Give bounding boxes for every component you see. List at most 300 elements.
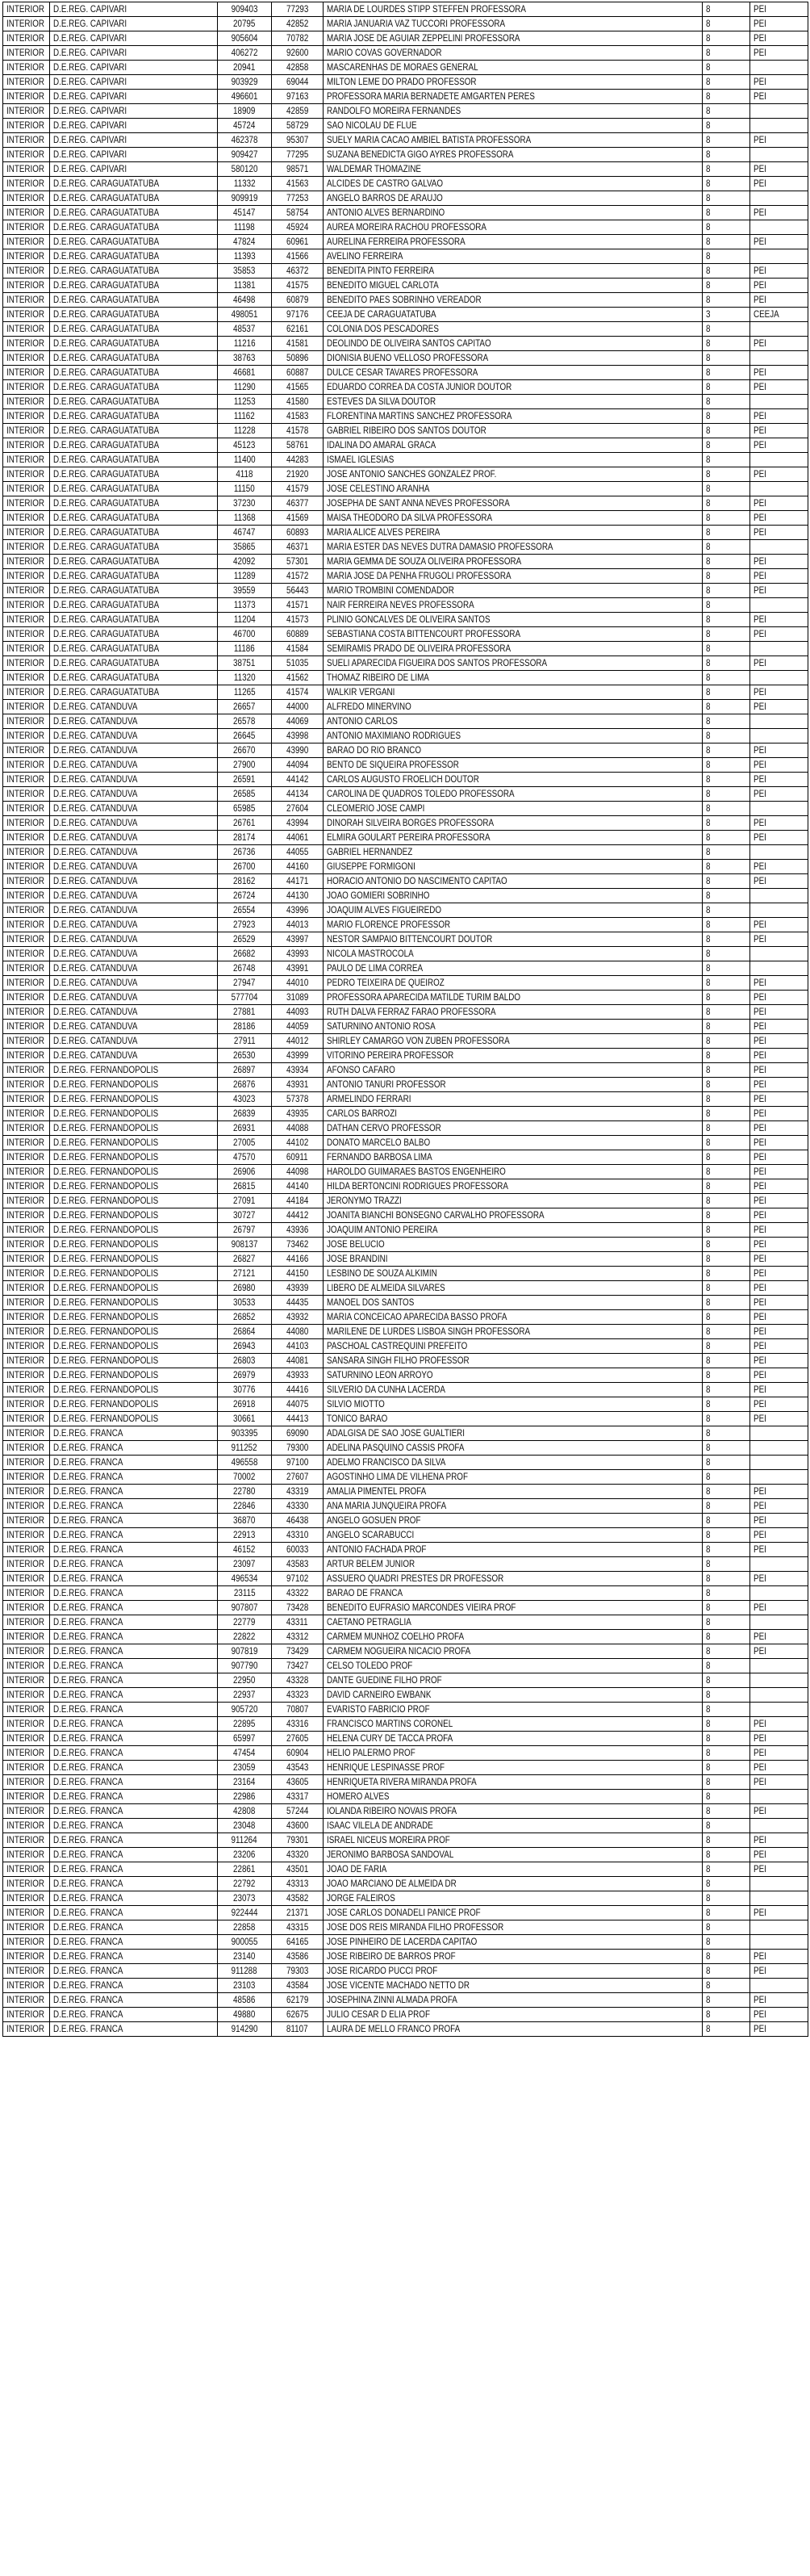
table-row (3, 1208, 808, 1223)
school-name-cell: ANTONIO CARLOS (324, 714, 703, 729)
directorate-cell: D.E.REG. CATANDUVA (50, 874, 218, 889)
program-cell (750, 1877, 808, 1891)
level-cell: 8 (703, 1426, 750, 1441)
program-cell: PEI (750, 1833, 808, 1848)
program-cell: PEI (750, 1296, 808, 1310)
region-cell: INTERIOR (3, 133, 50, 148)
code-a-cell: 26943 (218, 1339, 272, 1354)
level-cell: 8 (703, 148, 750, 162)
level-cell: 8 (703, 75, 750, 90)
directorate-cell: D.E.REG. FRANCA (50, 1819, 218, 1833)
level-cell: 8 (703, 1615, 750, 1630)
directorate-cell: D.E.REG. FRANCA (50, 1586, 218, 1601)
region-cell: INTERIOR (3, 1296, 50, 1310)
program-cell: PEI (750, 1223, 808, 1238)
directorate-cell: D.E.REG. FRANCA (50, 1862, 218, 1877)
level-cell: 8 (703, 991, 750, 1005)
school-name-cell: BENEDITO EUFRASIO MARCONDES VIEIRA PROF (324, 1601, 703, 1615)
school-name-cell: CARLOS BARROZI (324, 1107, 703, 1121)
school-name-cell: MANOEL DOS SANTOS (324, 1296, 703, 1310)
code-b-cell: 60889 (272, 627, 324, 642)
table-row (3, 1499, 808, 1514)
region-cell: INTERIOR (3, 540, 50, 555)
school-name-cell: BARAO DE FRANCA (324, 1586, 703, 1601)
school-name-cell: JORGE FALEIROS (324, 1891, 703, 1906)
code-a-cell: 45724 (218, 119, 272, 133)
directorate-cell: D.E.REG. FRANCA (50, 1470, 218, 1485)
program-cell: PEI (750, 1514, 808, 1528)
school-name-cell: ALCIDES DE CASTRO GALVAO (324, 177, 703, 191)
code-b-cell: 44102 (272, 1136, 324, 1150)
region-cell: INTERIOR (3, 424, 50, 438)
directorate-cell: D.E.REG. FERNANDOPOLIS (50, 1325, 218, 1339)
code-b-cell: 43933 (272, 1368, 324, 1383)
program-cell (750, 453, 808, 467)
program-cell: PEI (750, 75, 808, 90)
school-name-cell: HENRIQUE LESPINASSE PROF (324, 1761, 703, 1775)
level-cell: 8 (703, 1877, 750, 1891)
region-cell: INTERIOR (3, 1993, 50, 2008)
level-cell: 8 (703, 61, 750, 75)
region-cell: INTERIOR (3, 31, 50, 46)
program-cell: PEI (750, 1150, 808, 1165)
region-cell: INTERIOR (3, 1136, 50, 1150)
code-b-cell: 43501 (272, 1862, 324, 1877)
school-name-cell: JOSE RIBEIRO DE BARROS PROF (324, 1950, 703, 1964)
table-row (3, 1862, 808, 1877)
school-name-cell: JOSE CELESTINO ARANHA (324, 482, 703, 496)
school-name-cell: SANSARA SINGH FILHO PROFESSOR (324, 1354, 703, 1368)
code-b-cell: 43931 (272, 1078, 324, 1092)
code-b-cell: 44055 (272, 845, 324, 860)
code-b-cell: 60893 (272, 526, 324, 540)
region-cell: INTERIOR (3, 1150, 50, 1165)
table-row (3, 976, 808, 991)
table-row (3, 1819, 808, 1833)
school-name-cell: JOAQUIM ANTONIO PEREIRA (324, 1223, 703, 1238)
region-cell: INTERIOR (3, 90, 50, 104)
school-name-cell: TONICO BARAO (324, 1412, 703, 1426)
directorate-cell: D.E.REG. CAPIVARI (50, 31, 218, 46)
directorate-cell: D.E.REG. FRANCA (50, 1456, 218, 1470)
region-cell: INTERIOR (3, 366, 50, 380)
code-b-cell: 44098 (272, 1165, 324, 1179)
school-name-cell: GABRIEL RIBEIRO DOS SANTOS DOUTOR (324, 424, 703, 438)
school-name-cell: AVELINO FERREIRA (324, 249, 703, 264)
program-cell (750, 322, 808, 337)
directorate-cell: D.E.REG. FERNANDOPOLIS (50, 1368, 218, 1383)
school-name-cell: BENEDITO PAES SOBRINHO VEREADOR (324, 293, 703, 308)
table-row (3, 75, 808, 90)
region-cell: INTERIOR (3, 1862, 50, 1877)
school-name-cell: HENRIQUETA RIVERA MIRANDA PROFA (324, 1775, 703, 1790)
program-cell: PEI (750, 743, 808, 758)
school-name-cell: JOSEPHINA ZINNI ALMADA PROFA (324, 1993, 703, 2008)
level-cell: 8 (703, 1688, 750, 1703)
level-cell: 8 (703, 177, 750, 191)
directorate-cell: D.E.REG. FRANCA (50, 1543, 218, 1557)
program-cell: PEI (750, 496, 808, 511)
code-b-cell: 97163 (272, 90, 324, 104)
code-a-cell: 22846 (218, 1499, 272, 1514)
directorate-cell: D.E.REG. CARAGUATATUBA (50, 482, 218, 496)
table-row (3, 613, 808, 627)
school-name-cell: CAETANO PETRAGLIA (324, 1615, 703, 1630)
school-name-cell: MARIA JOSE DE AGUIAR ZEPPELINI PROFESSORA (324, 31, 703, 46)
program-cell: PEI (750, 235, 808, 249)
directorate-cell: D.E.REG. CARAGUATATUBA (50, 569, 218, 584)
school-name-cell: DANTE GUEDINE FILHO PROF (324, 1673, 703, 1688)
code-a-cell: 23073 (218, 1891, 272, 1906)
table-row (3, 191, 808, 206)
level-cell: 8 (703, 743, 750, 758)
level-cell: 8 (703, 1397, 750, 1412)
level-cell: 8 (703, 1732, 750, 1746)
directorate-cell: D.E.REG. FRANCA (50, 1775, 218, 1790)
code-b-cell: 43932 (272, 1310, 324, 1325)
school-name-cell: ANTONIO FACHADA PROF (324, 1543, 703, 1557)
code-a-cell: 46152 (218, 1543, 272, 1557)
school-name-cell: JOSE RICARDO PUCCI PROF (324, 1964, 703, 1979)
code-b-cell: 60879 (272, 293, 324, 308)
code-a-cell: 26897 (218, 1063, 272, 1078)
level-cell: 8 (703, 1165, 750, 1179)
code-b-cell: 57301 (272, 555, 324, 569)
school-name-cell: PLINIO GONCALVES DE OLIVEIRA SANTOS (324, 613, 703, 627)
code-a-cell: 26979 (218, 1368, 272, 1383)
level-cell: 8 (703, 496, 750, 511)
program-cell (750, 482, 808, 496)
school-name-cell: PASCHOAL CASTREQUINI PREFEITO (324, 1339, 703, 1354)
region-cell: INTERIOR (3, 1630, 50, 1644)
table-row (3, 1790, 808, 1804)
directorate-cell: D.E.REG. FRANCA (50, 1601, 218, 1615)
level-cell: 8 (703, 1078, 750, 1092)
code-a-cell: 22986 (218, 1790, 272, 1804)
region-cell: INTERIOR (3, 1790, 50, 1804)
directorate-cell: D.E.REG. CATANDUVA (50, 889, 218, 903)
program-cell: PEI (750, 1717, 808, 1732)
code-a-cell: 11393 (218, 249, 272, 264)
program-cell (750, 1426, 808, 1441)
table-row (3, 1615, 808, 1630)
directorate-cell: D.E.REG. CATANDUVA (50, 816, 218, 831)
region-cell: INTERIOR (3, 555, 50, 569)
code-a-cell: 23164 (218, 1775, 272, 1790)
code-b-cell: 44134 (272, 787, 324, 802)
code-b-cell: 44283 (272, 453, 324, 467)
level-cell: 8 (703, 947, 750, 961)
program-cell (750, 802, 808, 816)
code-a-cell: 26827 (218, 1252, 272, 1267)
code-a-cell: 26529 (218, 932, 272, 947)
level-cell: 8 (703, 1092, 750, 1107)
table-row (3, 1804, 808, 1819)
level-cell: 8 (703, 1833, 750, 1848)
region-cell: INTERIOR (3, 976, 50, 991)
directorate-cell: D.E.REG. FRANCA (50, 1935, 218, 1950)
directorate-cell: D.E.REG. CARAGUATATUBA (50, 409, 218, 424)
level-cell: 8 (703, 1804, 750, 1819)
table-row (3, 162, 808, 177)
school-name-cell: ARTUR BELEM JUNIOR (324, 1557, 703, 1572)
level-cell: 8 (703, 46, 750, 61)
region-cell: INTERIOR (3, 729, 50, 743)
table-row (3, 1092, 808, 1107)
code-a-cell: 11253 (218, 395, 272, 409)
directorate-cell: D.E.REG. CARAGUATATUBA (50, 220, 218, 235)
code-b-cell: 58754 (272, 206, 324, 220)
level-cell: 8 (703, 1049, 750, 1063)
code-a-cell: 23206 (218, 1848, 272, 1862)
level-cell: 8 (703, 1412, 750, 1426)
code-a-cell: 27881 (218, 1005, 272, 1020)
table-row (3, 293, 808, 308)
level-cell: 8 (703, 1238, 750, 1252)
code-a-cell: 28186 (218, 1020, 272, 1034)
level-cell: 8 (703, 206, 750, 220)
directorate-cell: D.E.REG. CAPIVARI (50, 104, 218, 119)
program-cell (750, 1688, 808, 1703)
school-name-cell: WALKIR VERGANI (324, 685, 703, 700)
program-cell: PEI (750, 1383, 808, 1397)
level-cell: 8 (703, 1862, 750, 1877)
level-cell: 8 (703, 1819, 750, 1833)
school-name-cell: AURELINA FERREIRA PROFESSORA (324, 235, 703, 249)
code-b-cell: 44093 (272, 1005, 324, 1020)
code-a-cell: 26803 (218, 1354, 272, 1368)
table-row (3, 1223, 808, 1238)
school-name-cell: JOAO GOMIERI SOBRINHO (324, 889, 703, 903)
directorate-cell: D.E.REG. FERNANDOPOLIS (50, 1296, 218, 1310)
code-a-cell: 46681 (218, 366, 272, 380)
program-cell: PEI (750, 1950, 808, 1964)
code-b-cell: 43584 (272, 1979, 324, 1993)
code-a-cell: 909403 (218, 2, 272, 17)
school-name-cell: CARLOS AUGUSTO FROELICH DOUTOR (324, 773, 703, 787)
code-a-cell: 496558 (218, 1456, 272, 1470)
table-row (3, 1281, 808, 1296)
table-row (3, 1368, 808, 1383)
region-cell: INTERIOR (3, 1325, 50, 1339)
level-cell: 8 (703, 409, 750, 424)
program-cell: PEI (750, 1354, 808, 1368)
directorate-cell: D.E.REG. CARAGUATATUBA (50, 424, 218, 438)
program-cell: PEI (750, 584, 808, 598)
code-a-cell: 23097 (218, 1557, 272, 1572)
directorate-cell: D.E.REG. FERNANDOPOLIS (50, 1179, 218, 1194)
directorate-cell: D.E.REG. FRANCA (50, 1804, 218, 1819)
directorate-cell: D.E.REG. FERNANDOPOLIS (50, 1354, 218, 1368)
code-b-cell: 60961 (272, 235, 324, 249)
level-cell: 8 (703, 961, 750, 976)
school-name-cell: ALFREDO MINERVINO (324, 700, 703, 714)
region-cell: INTERIOR (3, 1935, 50, 1950)
region-cell: INTERIOR (3, 671, 50, 685)
code-a-cell: 23103 (218, 1979, 272, 1993)
code-a-cell: 48537 (218, 322, 272, 337)
school-name-cell: MAISA THEODORO DA SILVA PROFESSORA (324, 511, 703, 526)
program-cell: PEI (750, 918, 808, 932)
region-cell: INTERIOR (3, 453, 50, 467)
table-row (3, 1470, 808, 1485)
school-name-cell: EVARISTO FABRICIO PROF (324, 1703, 703, 1717)
code-a-cell: 23059 (218, 1761, 272, 1775)
code-a-cell: 26876 (218, 1078, 272, 1092)
program-cell (750, 1790, 808, 1804)
program-cell: PEI (750, 758, 808, 773)
table-row (3, 845, 808, 860)
code-a-cell: 907807 (218, 1601, 272, 1615)
directorate-cell: D.E.REG. FERNANDOPOLIS (50, 1092, 218, 1107)
level-cell: 8 (703, 1790, 750, 1804)
directorate-cell: D.E.REG. CATANDUVA (50, 991, 218, 1005)
level-cell: 8 (703, 235, 750, 249)
region-cell: INTERIOR (3, 1412, 50, 1426)
region-cell: INTERIOR (3, 1049, 50, 1063)
directorate-cell: D.E.REG. CARAGUATATUBA (50, 453, 218, 467)
code-a-cell: 47454 (218, 1746, 272, 1761)
table-row (3, 1150, 808, 1165)
directorate-cell: D.E.REG. CARAGUATATUBA (50, 264, 218, 279)
code-b-cell: 41569 (272, 511, 324, 526)
code-a-cell: 26906 (218, 1165, 272, 1179)
code-b-cell: 69090 (272, 1426, 324, 1441)
code-b-cell: 43993 (272, 947, 324, 961)
code-b-cell: 97176 (272, 308, 324, 322)
program-cell: PEI (750, 1325, 808, 1339)
region-cell: INTERIOR (3, 1528, 50, 1543)
code-a-cell: 11368 (218, 511, 272, 526)
program-cell: PEI (750, 1107, 808, 1121)
level-cell: 8 (703, 1920, 750, 1935)
level-cell: 8 (703, 1485, 750, 1499)
level-cell: 8 (703, 337, 750, 351)
program-cell: PEI (750, 2022, 808, 2037)
table-row (3, 322, 808, 337)
code-a-cell: 26700 (218, 860, 272, 874)
code-a-cell: 35853 (218, 264, 272, 279)
code-a-cell: 577704 (218, 991, 272, 1005)
code-b-cell: 43582 (272, 1891, 324, 1906)
directorate-cell: D.E.REG. FERNANDOPOLIS (50, 1238, 218, 1252)
level-cell: 8 (703, 1267, 750, 1281)
table-row (3, 540, 808, 555)
level-cell: 8 (703, 1368, 750, 1383)
school-name-cell: ASSUERO QUADRI PRESTES DR PROFESSOR (324, 1572, 703, 1586)
table-row (3, 133, 808, 148)
directorate-cell: D.E.REG. CAPIVARI (50, 119, 218, 133)
directorate-cell: D.E.REG. FRANCA (50, 1441, 218, 1456)
code-a-cell: 37230 (218, 496, 272, 511)
code-a-cell: 30776 (218, 1383, 272, 1397)
level-cell: 8 (703, 1150, 750, 1165)
code-a-cell: 26852 (218, 1310, 272, 1325)
level-cell: 8 (703, 1673, 750, 1688)
table-row (3, 903, 808, 918)
level-cell: 8 (703, 322, 750, 337)
directorate-cell: D.E.REG. FRANCA (50, 1615, 218, 1630)
region-cell: INTERIOR (3, 918, 50, 932)
table-row (3, 220, 808, 235)
school-name-cell: FERNANDO BARBOSA LIMA (324, 1150, 703, 1165)
code-a-cell: 27911 (218, 1034, 272, 1049)
code-a-cell: 11381 (218, 279, 272, 293)
code-b-cell: 64165 (272, 1935, 324, 1950)
region-cell: INTERIOR (3, 1659, 50, 1673)
code-a-cell: 27005 (218, 1136, 272, 1150)
table-row (3, 1383, 808, 1397)
table-row (3, 235, 808, 249)
code-a-cell: 580120 (218, 162, 272, 177)
table-row (3, 46, 808, 61)
school-name-cell: PEDRO TEIXEIRA DE QUEIROZ (324, 976, 703, 991)
level-cell: 3 (703, 308, 750, 322)
code-b-cell: 77253 (272, 191, 324, 206)
region-cell: INTERIOR (3, 2022, 50, 2037)
region-cell: INTERIOR (3, 1005, 50, 1020)
school-name-cell: ADALGISA DE SAO JOSE GUALTIERI (324, 1426, 703, 1441)
region-cell: INTERIOR (3, 1441, 50, 1456)
level-cell: 8 (703, 453, 750, 467)
program-cell (750, 1659, 808, 1673)
level-cell: 8 (703, 511, 750, 526)
table-row (3, 249, 808, 264)
code-a-cell: 27091 (218, 1194, 272, 1208)
school-name-cell: JOAQUIM ALVES FIGUEIREDO (324, 903, 703, 918)
program-cell: PEI (750, 1746, 808, 1761)
directorate-cell: D.E.REG. FRANCA (50, 1746, 218, 1761)
program-cell: PEI (750, 46, 808, 61)
region-cell: INTERIOR (3, 1238, 50, 1252)
code-b-cell: 46438 (272, 1514, 324, 1528)
program-cell: PEI (750, 860, 808, 874)
region-cell: INTERIOR (3, 700, 50, 714)
school-name-cell: NICOLA MASTROCOLA (324, 947, 703, 961)
level-cell: 8 (703, 1528, 750, 1543)
code-a-cell: 27900 (218, 758, 272, 773)
program-cell: PEI (750, 1194, 808, 1208)
code-b-cell: 41581 (272, 337, 324, 351)
code-a-cell: 47570 (218, 1150, 272, 1165)
directorate-cell: D.E.REG. FRANCA (50, 1485, 218, 1499)
directorate-cell: D.E.REG. CATANDUVA (50, 918, 218, 932)
school-name-cell: JOSE PINHEIRO DE LACERDA CAPITAO (324, 1935, 703, 1950)
code-b-cell: 44184 (272, 1194, 324, 1208)
code-b-cell: 41572 (272, 569, 324, 584)
level-cell: 8 (703, 555, 750, 569)
level-cell: 8 (703, 1950, 750, 1964)
directorate-cell: D.E.REG. CAPIVARI (50, 148, 218, 162)
region-cell: INTERIOR (3, 1281, 50, 1296)
code-b-cell: 31089 (272, 991, 324, 1005)
directorate-cell: D.E.REG. FERNANDOPOLIS (50, 1397, 218, 1412)
level-cell: 8 (703, 438, 750, 453)
level-cell: 8 (703, 1644, 750, 1659)
directorate-cell: D.E.REG. FRANCA (50, 1993, 218, 2008)
school-name-cell: CLEOMERIO JOSE CAMPI (324, 802, 703, 816)
program-cell: PEI (750, 1906, 808, 1920)
directorate-cell: D.E.REG. CARAGUATATUBA (50, 496, 218, 511)
program-cell (750, 729, 808, 743)
region-cell: INTERIOR (3, 656, 50, 671)
level-cell: 8 (703, 1281, 750, 1296)
region-cell: INTERIOR (3, 1920, 50, 1935)
region-cell: INTERIOR (3, 1833, 50, 1848)
program-cell: PEI (750, 685, 808, 700)
level-cell: 8 (703, 584, 750, 598)
table-row (3, 308, 808, 322)
